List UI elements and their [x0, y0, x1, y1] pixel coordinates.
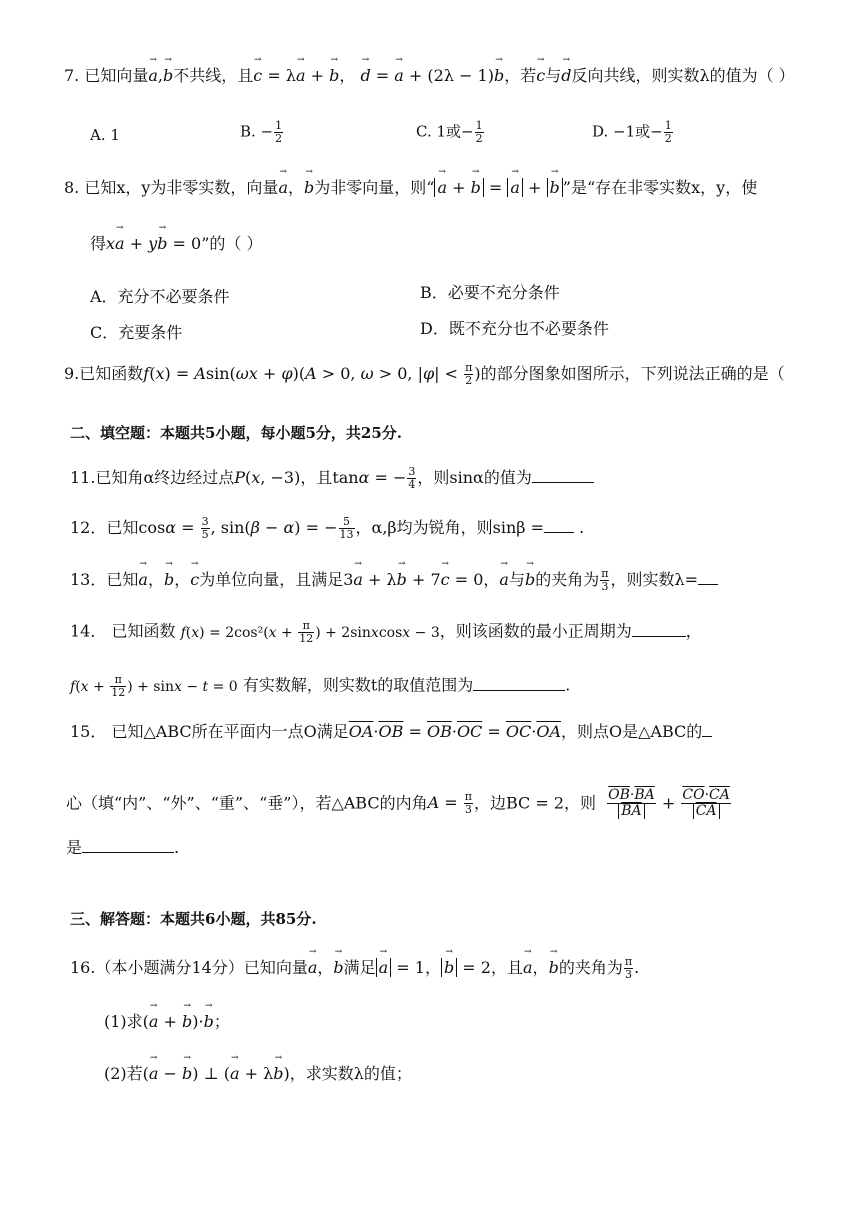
answer-blank[interactable]	[82, 838, 174, 853]
q8-option-d: D．既不充分也不必要条件	[420, 319, 609, 338]
question-13: 13．已知→ a，→ b，→ c为单位向量，且满足3→ a + λ→ b + 7→ c = 0，→ a与→ b的夹角为 $\frac{\pi}{3}$ ，则实数λ=	[70, 568, 718, 593]
question-8: 8. 已知x，y为非零实数，向量→ a，→ b为非零向量，则“ → a + → b = → a + → b ”是“存在非零实数x，y，使	[64, 178, 757, 197]
question-text: 为非零向量，则“	[314, 178, 435, 197]
question-text: 已知向量	[84, 66, 149, 85]
question-text: ”的（ ）	[201, 234, 263, 253]
question-text: （本小题满分14分）已知向量	[95, 958, 308, 978]
section-2-title: 二、填空题：本题共5小题，每小题5分，共25分.	[70, 424, 402, 442]
question-text: (1)求	[104, 1012, 143, 1031]
question-text: 有实数解，则实数t的取值范围为	[242, 675, 474, 695]
question-number: 15．	[70, 722, 107, 741]
question-text: 已知x，y为非零实数，向量	[84, 178, 279, 197]
q7-option-d: D. −1或− $\frac{1}{2}$	[592, 119, 672, 146]
question-number: 9.	[64, 364, 80, 384]
question-14: 14． 已知函数 f(x) = 2cos²(x + $\frac{\pi}{12}$ ) + 2sinxcosx − 3，则该函数的最小正周期为 ，	[70, 619, 702, 646]
question-text: 已知	[106, 570, 139, 590]
question-number: 12．	[70, 518, 107, 538]
q7-option-c: C. 1或− $\frac{1}{2}$	[416, 119, 483, 146]
answer-blank[interactable]	[532, 468, 594, 483]
question-15: 15． 已知△ABC所在平面内一点O满足$\overline{OA}\cdot\overline{OB} = \overline{OB}\cdot\overline{OC} = \overline{OC}\cdot\overline{OA}$，则点O是△ABC的	[70, 722, 712, 741]
question-number: 13．	[70, 570, 107, 590]
q8-option-a: A．充分不必要条件	[90, 287, 230, 306]
question-text: 反向共线，则实数λ的值为（ ）	[571, 66, 795, 85]
question-text: ，边BC = 2，则	[473, 793, 597, 813]
question-text: 的部分图象如图所示，下列说法正确的是（	[480, 364, 785, 384]
q7-option-a: A. 1	[90, 126, 120, 144]
question-12: 12．已知cosα = $\frac{3}{5}$ , sin(β − α) = − $\frac{5}{13}$ ，α,β均为锐角，则sinβ = .	[70, 515, 585, 542]
q8-option-c: C．充要条件	[90, 323, 183, 342]
question-text: ，求实数λ的值；	[289, 1064, 412, 1083]
question-16: 16.（本小题满分14分）已知向量→ a，→ b满足 → a = 1， → b = 2，且→ a，→ b的夹角为 $\frac{\pi}{3}$ .	[70, 956, 639, 981]
question-text: ，若	[504, 66, 537, 85]
question-text: ，且	[490, 958, 523, 978]
q7-option-b: B. − $\frac{1}{2}$	[240, 119, 283, 146]
question-text: 已知	[106, 518, 139, 538]
question-text: 已知角α终边经过点	[95, 468, 235, 488]
question-number: 8.	[64, 178, 80, 197]
question-text: ，则该函数的最小正周期为	[439, 621, 632, 641]
question-text: ，且	[300, 468, 333, 488]
question-7: 7. 已知向量→ a,→ b不共线，且→ c = λ→ a + → b， → d = → a + (2λ − 1)→ b，若→ c与→ d反向共线，则实数λ的值为（ ）	[64, 66, 795, 85]
answer-blank[interactable]	[473, 676, 565, 691]
question-15-cont: 心（填“内”、“外”、“重”、“垂”），若△ABC的内角A = $\frac{\pi}{3}$ ，边BC = 2，则 $\frac{\overline{OB}\cdot\overline{BA}}{BA}$ + $\frac{\overline{CO}\cdot\overline{CA}}{CA}$	[66, 787, 730, 820]
question-text: 已知函数	[111, 621, 176, 641]
q8-option-b: B．必要不充分条件	[420, 283, 560, 302]
question-text: (2)若	[104, 1064, 143, 1083]
question-text: 心（填“内”、“外”、“重”、“垂”），若△ABC的内角	[66, 793, 428, 813]
answer-blank[interactable]	[632, 622, 686, 637]
question-text: 与	[545, 66, 562, 85]
answer-blank[interactable]	[702, 724, 712, 737]
question-text: 已知函数	[79, 364, 144, 384]
question-16-part-1: (1)求(→ a + → b)·→ b；	[104, 1012, 230, 1031]
question-number: 7.	[64, 66, 80, 85]
question-text: ，则点O是△ABC的	[561, 722, 703, 741]
question-8-cont: 得x→ a + y→ b = 0”的（ ）	[90, 234, 263, 253]
section-3-title: 三、解答题：本题共6小题，共85分.	[70, 910, 317, 928]
question-text: 不共线，且	[173, 66, 254, 85]
question-number: 16.	[70, 958, 96, 978]
question-text: 是	[66, 838, 83, 857]
question-text: 的夹角为	[558, 958, 623, 978]
answer-blank[interactable]	[544, 518, 574, 533]
question-text: 的夹角为	[535, 570, 600, 590]
question-number: 11.	[70, 468, 96, 488]
question-text: 为单位向量，且满足	[199, 570, 344, 590]
answer-blank[interactable]	[698, 572, 718, 585]
question-text: ”是“存在非零实数x，y，使	[562, 178, 758, 197]
question-14-cont: f(x + $\frac{\pi}{12}$ ) + sinx − t = 0 有实数解，则实数t的取值范围为 .	[70, 673, 571, 700]
question-9: 9.已知函数f(x) = Asin(ωx + φ)(A > 0, ω > 0, |φ| < $\frac{\pi}{2}$ )的部分图象如图所示，下列说法正确的是（	[64, 361, 785, 388]
question-text: 已知△ABC所在平面内一点O满足	[111, 722, 349, 741]
question-text: ，则实数λ=	[610, 570, 699, 590]
question-15-end: 是 .	[66, 838, 180, 857]
question-11: 11.已知角α终边经过点P(x, −3)，且tanα = − $\frac{3}{4}$ ，则sinα的值为	[70, 466, 594, 491]
question-text: ，则sinα的值为	[417, 468, 532, 488]
question-text: 满足	[343, 958, 376, 978]
question-text: 得	[90, 234, 107, 253]
question-number: 14．	[70, 621, 107, 641]
question-text: ，α,β均为锐角，则sinβ =	[355, 518, 545, 538]
question-16-part-2: (2)若(→ a − → b) ⊥ (→ a + λ→ b)，求实数λ的值；	[104, 1064, 412, 1083]
